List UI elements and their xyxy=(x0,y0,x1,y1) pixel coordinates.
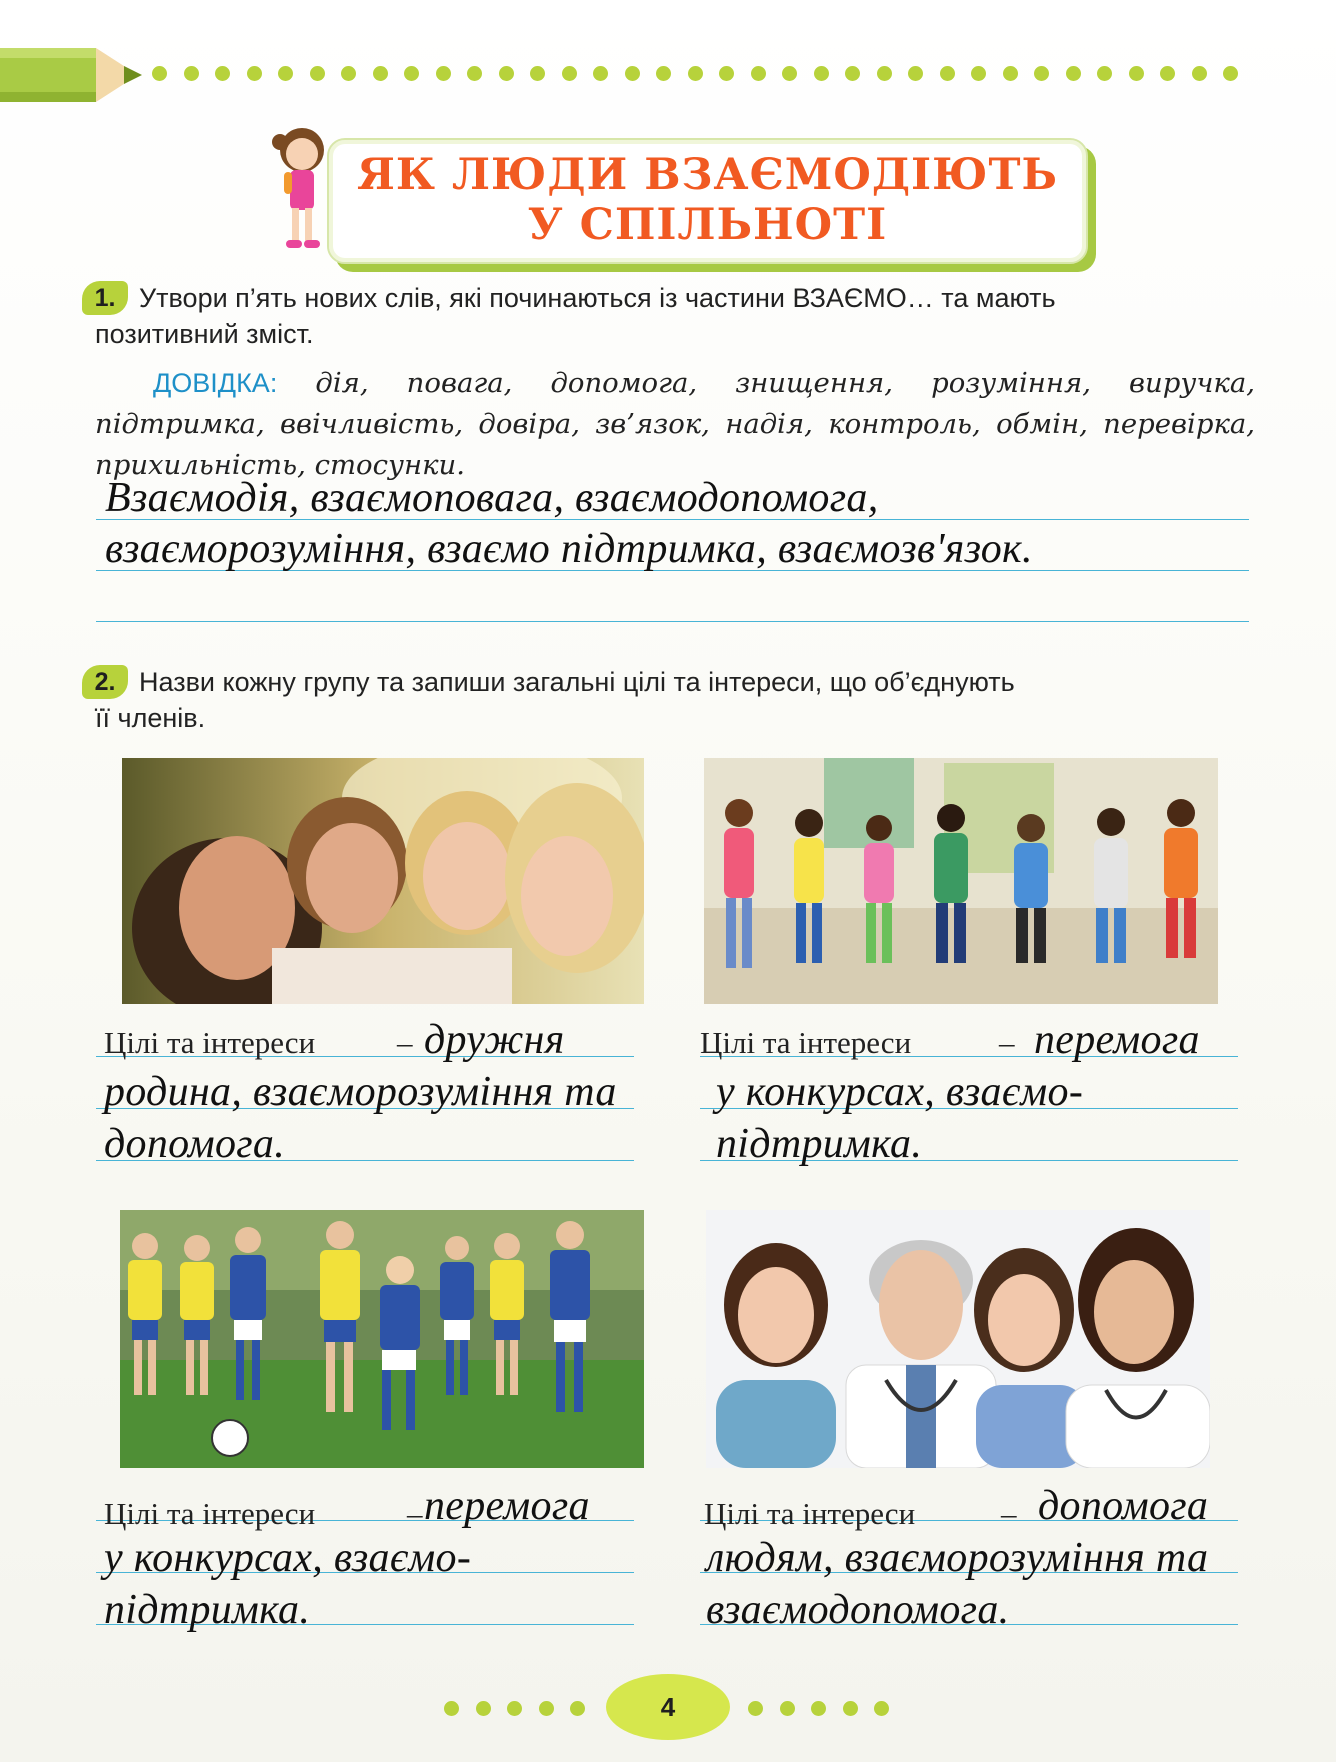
goals-dash: – xyxy=(407,1496,423,1531)
task-1-prompt-line1: Утвори п’ять нових слів, які починаються із частини ВЗАЄМО… та мають xyxy=(139,283,1056,313)
page-title-line2: У СПІЛЬНОТІ xyxy=(527,200,888,250)
goals-label: Цілі та інтереси xyxy=(700,1025,912,1060)
header-dots xyxy=(152,66,1255,81)
dancing-children-photo xyxy=(704,758,1218,1004)
task-1-answer-line2: взаєморозуміння, взаємо підтримка, взаємозв'язок. xyxy=(105,526,1033,572)
answer-4-line3: взаємодопомога. xyxy=(706,1587,1010,1633)
pencil-icon xyxy=(0,44,150,106)
reference-label: ДОВІДКА: xyxy=(153,368,278,398)
girl-illustration-icon xyxy=(260,120,340,260)
page-title-line1: ЯК ЛЮДИ ВЗАЄМОДІЮТЬ xyxy=(356,150,1059,200)
doctors-photo xyxy=(706,1210,1210,1468)
task-1-reference xyxy=(95,363,1255,486)
task-1-prompt-line2: позитивний зміст. xyxy=(95,319,314,349)
page-number: 4 xyxy=(606,1674,730,1740)
title-banner xyxy=(327,138,1088,264)
answer-1-line1: дружня xyxy=(424,1017,565,1063)
goals-dash: – xyxy=(1001,1496,1017,1531)
task-2-prompt-line1: Назви кожну групу та запиши загальні цілі та інтереси, що об’єднують xyxy=(139,667,1015,697)
answer-2-line3: підтримка. xyxy=(716,1121,923,1167)
family-photo xyxy=(122,758,644,1004)
answer-3-line2: у конкурсах, взаємо- xyxy=(104,1535,472,1581)
answer-2-line1: перемога xyxy=(1034,1017,1200,1063)
reference-words: дія, повага, допомога, знищення, розуміння, виручка, підтримка, ввічливість, довіра, зв’язок, надія, контроль, обмін, перевірка, прихильність, стосунки. xyxy=(95,367,1255,481)
goals-dash: – xyxy=(397,1025,413,1060)
answer-3-line3: підтримка. xyxy=(104,1587,311,1633)
answer-4-line1: допомога xyxy=(1038,1483,1209,1529)
answer-1-line2: родина, взаєморозуміння та xyxy=(104,1069,617,1115)
goals-label: Цілі та інтереси xyxy=(104,1025,316,1060)
answer-1-line3: допомога. xyxy=(104,1121,286,1167)
answer-2-line2: у конкурсах, взаємо- xyxy=(716,1069,1084,1115)
answer-line xyxy=(96,621,1249,622)
task-2-prompt-line2: її членів. xyxy=(95,703,206,733)
answer-4-line2: людям, взаєморозуміння та xyxy=(706,1535,1209,1581)
answer-3-line1: перемога xyxy=(424,1483,590,1529)
task-1-number: 1. xyxy=(82,281,128,315)
goals-dash: – xyxy=(999,1025,1015,1060)
task-1-answer-line1: Взаємодія, взаємоповага, взаємодопомога, xyxy=(105,475,879,521)
task-2-number: 2. xyxy=(82,665,128,699)
footer-dots-left xyxy=(444,1701,602,1716)
football-team-photo xyxy=(120,1210,644,1468)
footer-dots-right xyxy=(748,1701,906,1716)
goals-label: Цілі та інтереси xyxy=(704,1496,916,1531)
goals-label: Цілі та інтереси xyxy=(104,1496,316,1531)
